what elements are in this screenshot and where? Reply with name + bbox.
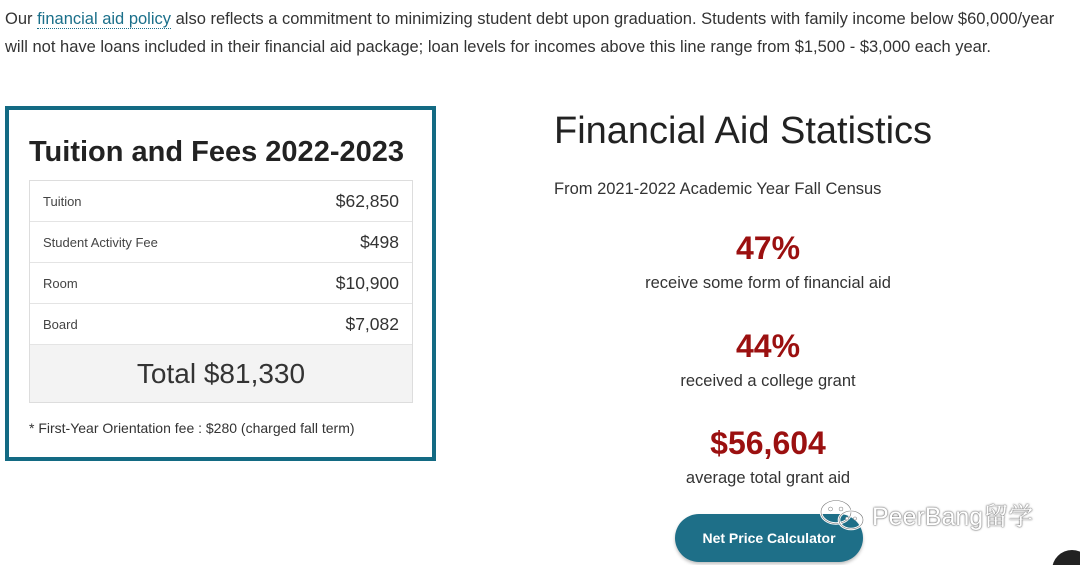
stat-label: average total grant aid [685, 469, 851, 487]
fee-row-activity [30, 222, 412, 263]
fee-row-tuition [30, 181, 412, 222]
stats-subtitle: From 2021-2022 Academic Year Fall Census [554, 180, 882, 198]
tuition-title: Tuition and Fees 2022-2023 [29, 136, 404, 168]
stat-college-grant [600, 326, 936, 391]
intro-prefix: Our [5, 10, 38, 28]
intro-suffix: also reflects a commitment to minimizing student debt upon graduation. Students with family income below $60,000/year will not have loans included in their financial aid package; loan levels for incomes above this line range from $1,500 - $3,000 each year. [5, 10, 1055, 56]
fee-label: Student Activity Fee [43, 234, 158, 250]
stat-value: $56,604 [710, 425, 826, 461]
financial-aid-policy-link[interactable]: financial aid policy [37, 10, 172, 28]
stat-label: received a college grant [680, 372, 856, 390]
fee-label: Tuition [43, 193, 82, 209]
fee-row-room [30, 263, 412, 304]
wechat-icon [818, 498, 866, 532]
fee-value: $7,082 [345, 313, 399, 334]
stats-title: Financial Aid Statistics [554, 110, 933, 152]
stat-value: 44% [735, 328, 801, 364]
net-price-calculator-button[interactable]: Net Price Calculator [675, 514, 863, 562]
fee-table [29, 180, 413, 403]
fee-value: $10,900 [335, 272, 399, 293]
fee-value: $62,850 [335, 190, 399, 211]
fee-total: Total $81,330 [30, 345, 412, 402]
fee-value: $498 [360, 231, 399, 252]
scroll-to-top-button[interactable] [1052, 550, 1080, 565]
stat-grant-aid [600, 423, 936, 488]
orientation-footnote: * First-Year Orientation fee : $280 (charged fall term) [29, 420, 355, 436]
watermark-text: PeerBang留学 [872, 503, 1034, 531]
tuition-fees-box [5, 106, 436, 461]
fee-label: Room [43, 275, 78, 291]
watermark [818, 497, 1033, 533]
intro-paragraph [5, 5, 1073, 61]
stat-value: 47% [735, 230, 801, 266]
fee-row-board [30, 304, 412, 345]
stat-financial-aid [600, 228, 936, 293]
stat-label: receive some form of financial aid [645, 274, 891, 292]
fee-label: Board [43, 316, 78, 332]
